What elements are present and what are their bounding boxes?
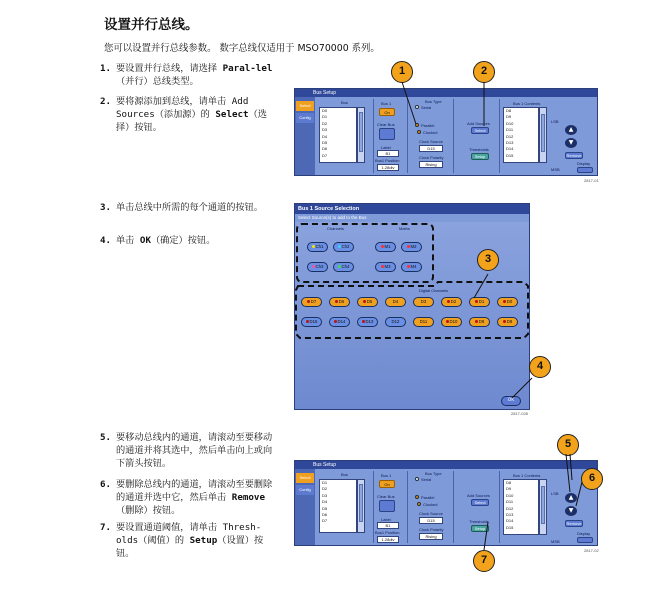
bus-list-scrollbar[interactable] <box>357 479 365 533</box>
clear-bus-button[interactable] <box>379 500 395 512</box>
list-item[interactable]: D4 <box>322 499 328 505</box>
bus-list-label: Bus <box>341 472 348 477</box>
lsb-label: LSB <box>551 119 559 124</box>
display-label: Display <box>577 161 591 166</box>
list-item[interactable]: D8 <box>506 108 512 113</box>
step-text: 要删除总线内的通道，请滚动至要删除的通道并选中它，然后单击 <box>116 479 273 503</box>
serial-label: Serial <box>421 105 432 110</box>
parallel-label: Parallel <box>421 123 435 128</box>
list-item[interactable]: D15 <box>506 152 514 158</box>
figure-number: 2817-028 <box>511 411 528 416</box>
list-item[interactable]: D11 <box>506 499 514 505</box>
list-item[interactable]: D10 <box>506 492 514 498</box>
clock-polarity-label: Clock Polarity <box>419 155 444 160</box>
ch3-label: Ch3 <box>315 264 324 269</box>
step-text: 要设置通道阈值，请单击 Thresh-olds（阈值）的 <box>116 522 262 546</box>
list-item[interactable]: D3 <box>322 127 328 133</box>
clocked-label: Clocked <box>423 502 438 507</box>
step-number: 1. <box>100 63 112 74</box>
bus-list-label: Bus <box>341 100 348 105</box>
d7-label: D7 <box>310 299 317 304</box>
intro-text: 您可以设置并行总线参数。 数字总线仅适用于 MSO70000 系列。 <box>104 43 380 54</box>
bus-contents-label: Bus 1 Contents <box>513 473 541 478</box>
callout-leader-lines <box>470 258 550 408</box>
d5-label: D5 <box>366 299 373 304</box>
list-item[interactable]: D9 <box>506 486 512 492</box>
divider <box>373 471 374 543</box>
d0-label: D0 <box>506 299 513 304</box>
clock-source-label: Clock Source <box>419 139 443 144</box>
d14-label: D14 <box>337 319 346 324</box>
d13-label: D13 <box>365 319 374 324</box>
parallel-radio[interactable] <box>415 495 419 499</box>
bus1-label: Bus 1 <box>381 473 392 478</box>
bus-position-label: Bus1 Position <box>375 530 400 535</box>
callout-leader-lines <box>460 440 600 560</box>
step-text: （删除）按钮。 <box>116 505 181 516</box>
d4-label: D4 <box>392 299 399 304</box>
clock-source-select[interactable]: D15 <box>419 517 443 524</box>
list-item[interactable]: D7 <box>322 152 328 158</box>
step-text: 要设置并行总线，请选择 <box>116 63 223 74</box>
bus-position-label: Bus1 Position <box>375 158 400 163</box>
label-label: Label <box>381 517 391 522</box>
callout-4: 4 <box>529 356 551 378</box>
d2-label: D2 <box>450 299 457 304</box>
step-5 <box>100 431 280 470</box>
digital-channels-label: Digital Channels <box>419 288 449 293</box>
divider <box>407 471 408 543</box>
list-item[interactable]: D3 <box>322 492 328 498</box>
serial-radio[interactable] <box>415 477 419 481</box>
list-item[interactable]: D4 <box>322 133 328 139</box>
callout-5: 5 <box>557 434 579 456</box>
scroll-thumb[interactable] <box>359 484 363 522</box>
m4-label: M4 <box>410 264 417 269</box>
step-3 <box>100 201 280 214</box>
list-item[interactable]: D9 <box>506 114 512 120</box>
add-sources-label: Add Sources <box>467 121 490 126</box>
step-text: 单击 <box>116 235 140 246</box>
step-4 <box>100 234 280 247</box>
list-item[interactable]: D14 <box>506 518 514 524</box>
d6-label: D6 <box>338 299 345 304</box>
clear-bus-label: Clear Bus <box>377 122 395 127</box>
tab-select[interactable]: Select <box>296 101 314 111</box>
d9-label: D9 <box>478 319 485 324</box>
label-field[interactable]: B1 <box>377 150 399 157</box>
step-keyword: Paral-lel <box>222 63 273 74</box>
figure-number: 2817-02 <box>584 548 599 553</box>
add-sources-select-button[interactable]: Select <box>471 499 489 506</box>
label-label: Label <box>381 145 391 150</box>
clear-bus-label: Clear Bus <box>377 494 395 499</box>
m1-label: M1 <box>384 244 391 249</box>
d15-label: D15 <box>309 319 318 324</box>
tab-config[interactable]: Config <box>296 485 314 495</box>
list-item[interactable]: D15 <box>506 524 514 530</box>
m2-label: M2 <box>410 244 417 249</box>
tab-select[interactable]: Select <box>296 473 314 483</box>
step-text: 要将源添加到总线，请单击 Add Sources（添加源）的 <box>116 96 249 120</box>
list-item[interactable]: D7 <box>322 518 328 524</box>
step-text: （确定）按钮。 <box>150 235 216 246</box>
callout-leader-lines <box>294 80 594 140</box>
step-number: 2. <box>100 96 112 107</box>
lsb-label: LSB <box>551 491 559 496</box>
callout-3: 3 <box>477 249 499 271</box>
list-item[interactable]: D1 <box>322 114 328 120</box>
list-item[interactable]: D13 <box>506 512 514 518</box>
thresholds-setup-button[interactable]: Setup <box>471 525 489 532</box>
list-item[interactable]: D1 <box>322 480 328 485</box>
add-sources-select-button[interactable]: Select <box>471 127 489 134</box>
list-item[interactable]: D8 <box>506 480 512 485</box>
clock-source-select[interactable]: D15 <box>419 145 443 152</box>
d12-label: D12 <box>391 319 400 324</box>
bus-contents-label: Bus 1 Contents <box>513 101 541 106</box>
d11-label: D11 <box>419 319 428 324</box>
step-2 <box>100 95 280 134</box>
display-label: Display <box>577 531 591 536</box>
ch1-label: Ch1 <box>315 244 324 249</box>
bus-on-button[interactable]: On <box>379 108 395 116</box>
thresholds-label: Thresholds <box>469 147 489 152</box>
bus-position-field[interactable]: 1.28div <box>377 164 399 171</box>
step-text: 要移动总线内的通道，请滚动至要移动的通道并将其选中，然后单击向上或向下箭头按钮。 <box>116 432 273 469</box>
figure-number: 2817-01 <box>584 178 599 183</box>
bus-setup-title: Bus Setup <box>295 461 597 469</box>
step-number: 6. <box>100 479 112 490</box>
add-sources-label: Add Sources <box>467 493 490 498</box>
list-item[interactable]: D0 <box>322 108 328 113</box>
list-item[interactable]: D13 <box>506 140 514 146</box>
divider <box>453 471 454 543</box>
clock-source-label: Clock Source <box>419 511 443 516</box>
arrow-down-icon: ▼ <box>568 507 574 514</box>
d8-label: D8 <box>506 319 513 324</box>
list-item[interactable]: D2 <box>322 120 328 126</box>
display-button[interactable] <box>577 167 593 173</box>
list-item[interactable]: D5 <box>322 140 328 146</box>
clocked-checkbox[interactable] <box>417 502 421 506</box>
step-keyword: Setup <box>189 535 218 546</box>
step-keyword: Remove <box>231 492 265 503</box>
channels-label: Channels <box>327 226 344 231</box>
ok-button[interactable]: OK <box>501 396 521 406</box>
list-item[interactable]: D10 <box>506 120 514 126</box>
page-title: 设置并行总线。 <box>104 17 199 33</box>
clock-polarity-select[interactable]: Rising <box>419 161 443 168</box>
arrow-down-icon: ▼ <box>568 139 574 146</box>
list-item[interactable]: D14 <box>506 146 514 152</box>
step-7 <box>100 521 280 560</box>
callout-2: 2 <box>473 61 495 83</box>
bus-position-field[interactable]: 1.28div <box>377 536 399 543</box>
bus-type-label: Bus Type <box>425 471 442 476</box>
label-field[interactable]: B1 <box>377 522 399 529</box>
step-6 <box>100 478 280 517</box>
list-item[interactable]: D11 <box>506 127 514 133</box>
remove-button[interactable]: Remove <box>566 521 582 526</box>
parallel-label: Parallel <box>421 495 435 500</box>
step-keyword: OK <box>139 235 151 246</box>
callout-7: 7 <box>473 550 495 572</box>
list-item[interactable]: D12 <box>506 133 514 139</box>
step-text: （选择）按钮。 <box>116 109 267 133</box>
list-item[interactable]: D2 <box>322 486 328 492</box>
list-item[interactable]: D5 <box>322 505 328 511</box>
clocked-label: Clocked <box>423 130 438 135</box>
step-text: （设置）按钮。 <box>116 535 264 559</box>
clock-polarity-select[interactable]: Rising <box>419 533 443 540</box>
bus-on-button[interactable]: On <box>379 480 395 488</box>
d10-label: D10 <box>449 319 458 324</box>
maths-label: Maths <box>399 226 410 231</box>
bus1-label: Bus 1 <box>381 101 392 106</box>
bus-list[interactable] <box>319 479 357 533</box>
thresholds-setup-button[interactable]: Setup <box>471 153 489 160</box>
clock-polarity-label: Clock Polarity <box>419 527 444 532</box>
step-number: 7. <box>100 522 112 533</box>
remove-button[interactable]: Remove <box>566 153 582 158</box>
step-number: 3. <box>100 202 112 213</box>
step-1 <box>100 62 280 88</box>
ch2-label: Ch2 <box>341 244 350 249</box>
d3-label: D3 <box>420 299 427 304</box>
msb-label: MSB <box>551 539 560 544</box>
step-keyword: Select <box>215 109 249 120</box>
source-selection-subtitle: Select Source(s) to add to the Bus <box>298 215 367 220</box>
m3-label: M3 <box>384 264 391 269</box>
list-item[interactable]: D6 <box>322 512 328 518</box>
callout-1: 1 <box>391 61 413 83</box>
list-item[interactable]: D6 <box>322 146 328 152</box>
step-text: （并行）总线类型。 <box>116 76 199 87</box>
step-text: 单击总线中所需的每个通道的按钮。 <box>116 202 263 213</box>
source-selection-title: Bus 1 Source Selection <box>295 204 529 214</box>
callout-6: 6 <box>581 468 603 490</box>
step-number: 5. <box>100 432 112 443</box>
list-item[interactable]: D12 <box>506 505 514 511</box>
arrow-up-icon: ▲ <box>568 494 574 501</box>
thresholds-label: Thresholds <box>469 519 489 524</box>
ch4-label: Ch4 <box>341 264 350 269</box>
serial-label: Serial <box>421 477 432 482</box>
d1-label: D1 <box>478 299 485 304</box>
msb-label: MSB <box>551 167 560 172</box>
arrow-up-icon: ▲ <box>568 126 574 133</box>
bus-setup-title: Bus Setup <box>295 89 597 97</box>
tab-config[interactable]: Config <box>296 113 314 123</box>
step-number: 4. <box>100 235 112 246</box>
bus-type-label: Bus Type <box>425 99 442 104</box>
